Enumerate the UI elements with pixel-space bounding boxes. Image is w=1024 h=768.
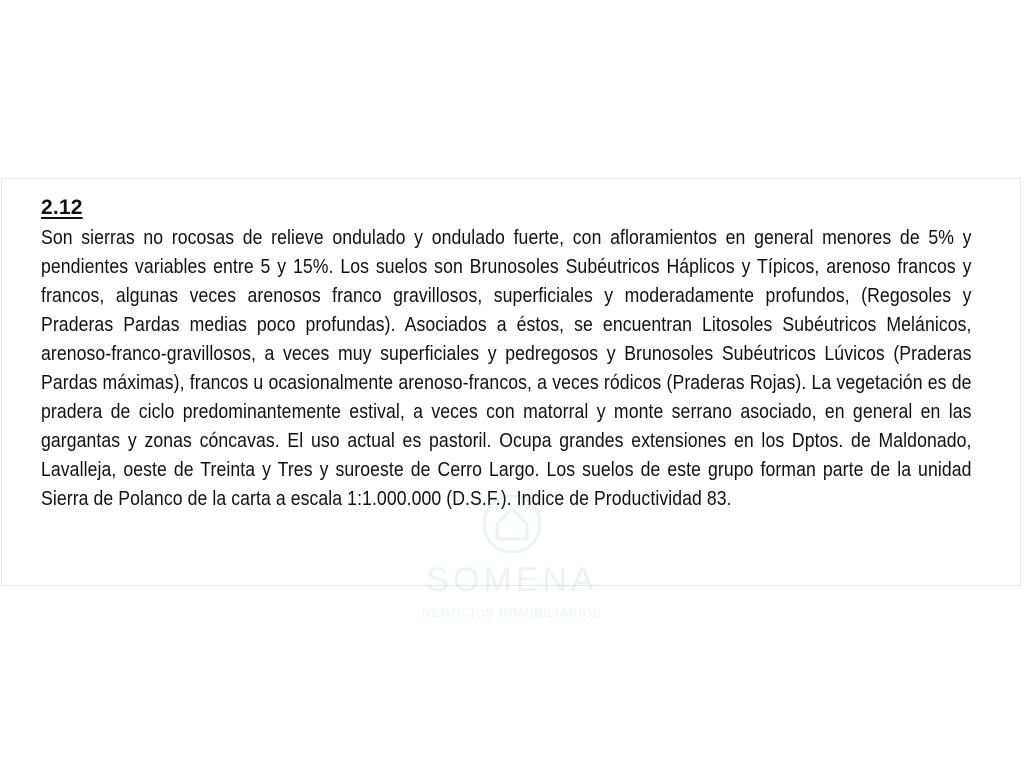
watermark-brand: SOMENA xyxy=(426,561,598,599)
watermark-tagline: NEGOCIOS INMOBILIARIOS xyxy=(421,606,603,620)
section-number: 2.12 xyxy=(41,196,83,219)
section-body-text: Son sierras no rocosas de relieve ondulado y ondulado fuerte, con afloramientos en general menores de 5% y pendientes variables entre 5 y 15%. Los suelos son Brunosoles Subéutricos Háplicos y Típicos, arenoso francos y francos, algunas veces arenosos franco gravillosos, superficiales y moderadamente profundos, (Regosoles y Praderas Pardas medias poco profundas). Asociados a éstos, se encuentran Litosoles Subéutricos Melánicos, arenoso-franco-gravillosos, a veces muy superficiales y pedregosos y Brunosoles Subéutricos Lúvicos (Praderas Pardas máximas), francos u ocasionalmente arenoso-francos, a veces ródicos (Praderas Rojas). La vegetación es de pradera de ciclo predominantemente estival, a veces con matorral y monte serrano asociado, en general en las gargantas y zonas cóncavas. El uso actual es pastoril. Ocupa grandes extensiones en los Dptos. de Maldonado, Lavalleja, oeste de Treinta y Tres y suroeste de Cerro Largo. Los suelos de este grupo forman parte de la unidad Sierra de Polanco de la carta a escala 1:1.000.000 (D.S.F.). Indice de Productividad 83. xyxy=(41,226,972,510)
document-card xyxy=(1,178,1021,620)
